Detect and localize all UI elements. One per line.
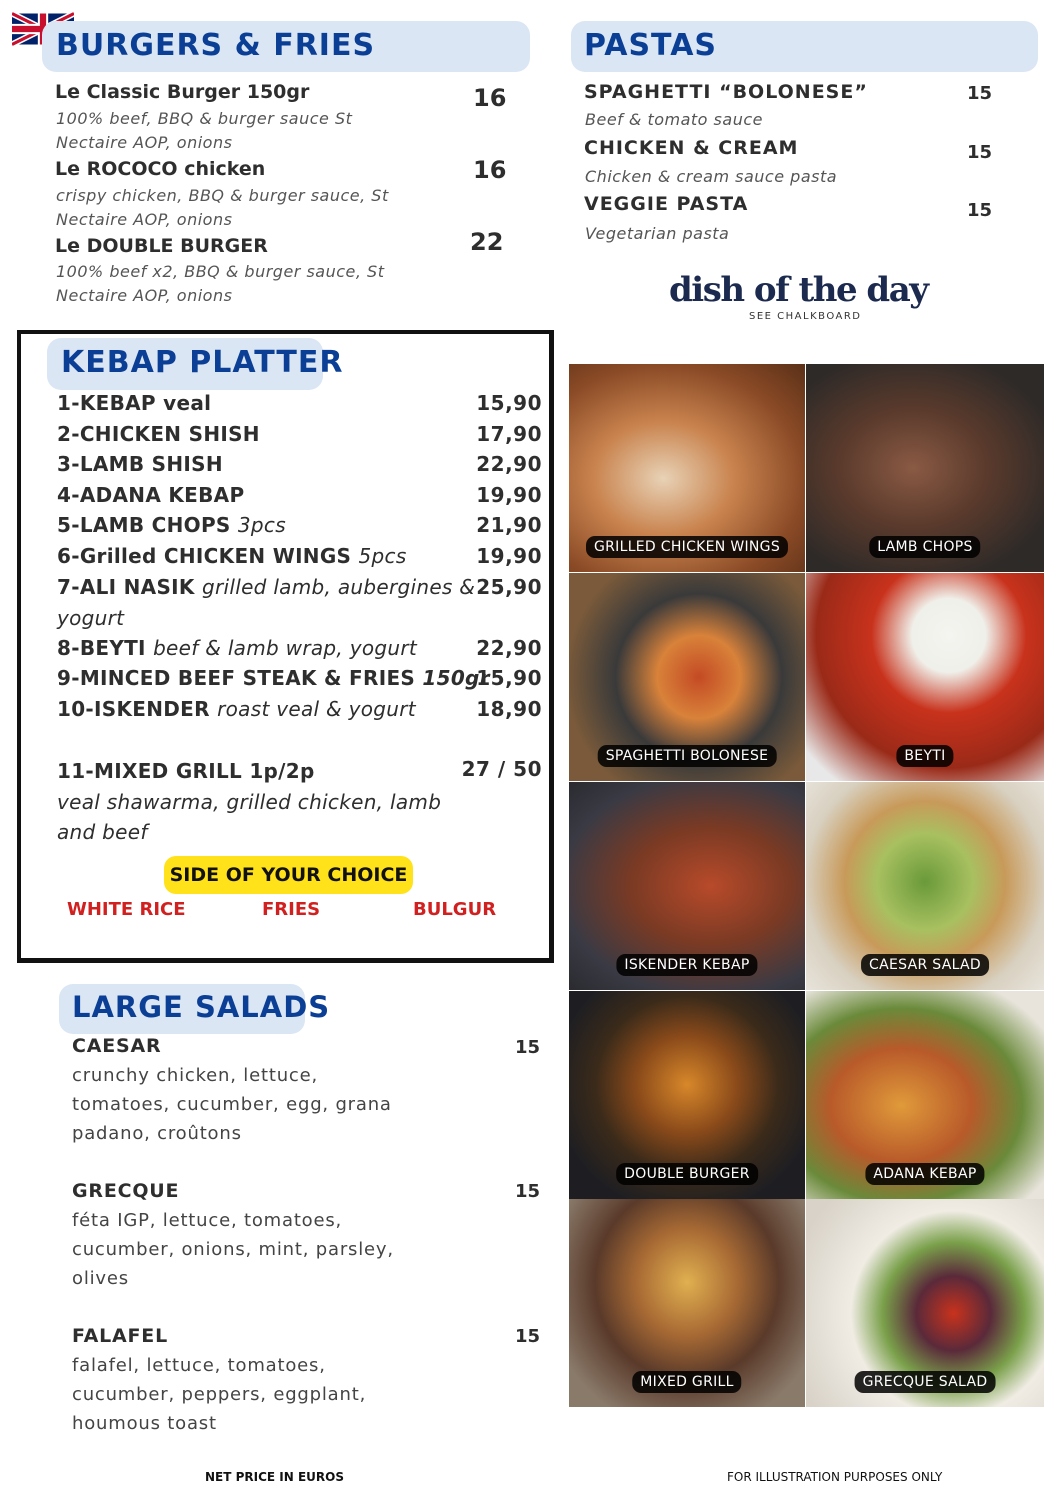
side-option-bulgur: BULGUR bbox=[413, 899, 497, 920]
pasta-item-2-price: 15 bbox=[967, 142, 993, 163]
kebap-item-8-name: 8-BEYTI bbox=[57, 636, 146, 660]
salad-item-2-line3: olives bbox=[72, 1268, 129, 1289]
kebap-item-4-price: 19,90 bbox=[476, 483, 542, 507]
photo-grilled-chicken-wings bbox=[569, 364, 805, 572]
kebap-item-10-name: 10-ISKENDER bbox=[57, 697, 210, 721]
photo-caption: BEYTI bbox=[896, 745, 953, 767]
burger-item-2-price: 16 bbox=[473, 156, 507, 184]
photo-iskender-kebap bbox=[569, 782, 805, 990]
photo-grecque-salad bbox=[806, 1199, 1044, 1407]
pasta-item-3-name: VEGGIE PASTA bbox=[584, 193, 749, 215]
salad-item-3-line1: falafel, lettuce, tomatoes, bbox=[72, 1355, 326, 1376]
kebap-item-2-price: 17,90 bbox=[476, 422, 542, 446]
kebap-item-7 bbox=[57, 575, 475, 599]
salad-item-3-line2: cucumber, peppers, eggplant, bbox=[72, 1384, 367, 1405]
burger-item-1-desc bbox=[56, 107, 352, 155]
salad-item-1-line2: tomatoes, cucumber, egg, grana bbox=[72, 1094, 392, 1115]
pasta-item-2-desc: Chicken & cream sauce pasta bbox=[585, 167, 838, 186]
pastas-title: PASTAS bbox=[584, 28, 718, 63]
kebap-item-4 bbox=[57, 483, 244, 507]
photo-lamb-chops bbox=[806, 364, 1044, 572]
salad-item-1-line1: crunchy chicken, lettuce, bbox=[72, 1065, 318, 1086]
kebap-item-3-name: 3-LAMB SHISH bbox=[57, 452, 223, 476]
kebap-item-7-note: grilled lamb, aubergines & bbox=[201, 575, 476, 599]
burger-item-2-desc bbox=[56, 184, 389, 232]
photo-adana-kebap bbox=[806, 991, 1044, 1199]
kebap-item-11-desc2: and beef bbox=[57, 820, 148, 844]
kebap-item-9-name: 9-MINCED BEEF STEAK & FRIES bbox=[57, 666, 416, 690]
kebap-item-1-price: 15,90 bbox=[476, 391, 542, 415]
kebap-item-7-note-line2 bbox=[57, 606, 124, 630]
kebap-item-10 bbox=[57, 697, 416, 721]
salad-item-3-price: 15 bbox=[515, 1326, 541, 1347]
kebap-item-6-name: 6-Grilled CHICKEN WINGS bbox=[57, 544, 352, 568]
side-choice-label: SIDE OF YOUR CHOICE bbox=[169, 864, 408, 886]
kebap-item-7-name: 7-ALI NASIK bbox=[57, 575, 195, 599]
burger-item-1-desc-line2: Nectaire AOP, onions bbox=[56, 133, 233, 152]
photo-spaghetti-bolonese bbox=[569, 573, 805, 781]
burger-item-2-name: Le ROCOCO chicken bbox=[55, 158, 266, 180]
kebap-item-4-name: 4-ADANA KEBAP bbox=[57, 483, 245, 507]
burger-item-3-price: 22 bbox=[470, 228, 504, 256]
kebap-item-10-price: 18,90 bbox=[476, 697, 542, 721]
kebap-item-11-name: 11-MIXED GRILL 1p/2p bbox=[57, 759, 315, 783]
salad-item-1-price: 15 bbox=[515, 1037, 541, 1058]
kebap-item-7-note2: yogurt bbox=[57, 606, 125, 630]
kebap-item-5-name: 5-LAMB CHOPS bbox=[57, 513, 231, 537]
kebap-item-5 bbox=[57, 513, 286, 537]
kebap-item-3-price: 22,90 bbox=[476, 452, 542, 476]
photo-caption: ADANA KEBAP bbox=[865, 1163, 984, 1185]
burger-item-3-desc-line2: Nectaire AOP, onions bbox=[56, 286, 233, 305]
photo-caption: GRILLED CHICKEN WINGS bbox=[586, 536, 788, 558]
kebap-item-9 bbox=[57, 666, 490, 690]
kebap-item-9-price: 15,90 bbox=[476, 666, 542, 690]
burgers-title: BURGERS & FRIES bbox=[56, 28, 376, 63]
kebap-item-1 bbox=[57, 391, 211, 415]
salad-item-2-line1: féta IGP, lettuce, tomatoes, bbox=[72, 1210, 343, 1231]
burger-item-3-name: Le DOUBLE BURGER bbox=[55, 235, 268, 257]
kebap-item-9-note: 150gr bbox=[422, 666, 490, 690]
pasta-item-2-name: CHICKEN & CREAM bbox=[584, 137, 799, 159]
photo-caption: CAESAR SALAD bbox=[861, 954, 989, 976]
dish-of-the-day-title: dish of the day bbox=[669, 270, 928, 310]
burger-item-2-desc-line2: Nectaire AOP, onions bbox=[56, 210, 233, 229]
side-option-rice: WHITE RICE bbox=[67, 899, 186, 920]
kebap-item-2 bbox=[57, 422, 260, 446]
salads-title: LARGE SALADS bbox=[72, 990, 331, 1024]
salad-item-3-name: FALAFEL bbox=[72, 1325, 168, 1347]
photo-caption: MIXED GRILL bbox=[632, 1371, 741, 1393]
kebap-item-6-price: 19,90 bbox=[476, 544, 542, 568]
kebap-item-11-desc1: veal shawarma, grilled chicken, lamb bbox=[57, 790, 442, 814]
kebap-item-8-price: 22,90 bbox=[476, 636, 542, 660]
salad-item-2-price: 15 bbox=[515, 1181, 541, 1202]
kebap-item-7-price: 25,90 bbox=[476, 575, 542, 599]
photo-caption: ISKENDER KEBAP bbox=[616, 954, 757, 976]
footer-illustration-note: FOR ILLUSTRATION PURPOSES ONLY bbox=[727, 1470, 943, 1484]
pasta-item-3-desc: Vegetarian pasta bbox=[585, 224, 730, 243]
kebap-item-11-price: 27 / 50 bbox=[461, 757, 542, 781]
photo-beyti bbox=[806, 573, 1044, 781]
kebap-item-3 bbox=[57, 452, 223, 476]
pasta-item-1-desc: Beef & tomato sauce bbox=[585, 110, 763, 129]
kebap-item-11-desc-line1 bbox=[57, 790, 441, 814]
burger-item-3-desc bbox=[56, 260, 384, 308]
burger-item-2-desc-line1: crispy chicken, BBQ & burger sauce, St bbox=[56, 186, 389, 205]
photo-caption: DOUBLE BURGER bbox=[616, 1163, 758, 1185]
kebap-item-6 bbox=[57, 544, 407, 568]
salad-item-2-desc bbox=[72, 1206, 402, 1293]
salad-item-1-line3: padano, croûtons bbox=[72, 1123, 242, 1144]
burger-item-1-desc-line1: 100% beef, BBQ & burger sauce St bbox=[56, 109, 353, 128]
kebap-item-10-note: roast veal & yogurt bbox=[217, 697, 416, 721]
salad-item-2-line2: cucumber, onions, mint, parsley, bbox=[72, 1239, 394, 1260]
photo-caption: GRECQUE SALAD bbox=[855, 1371, 996, 1393]
kebap-item-8-note: beef & lamb wrap, yogurt bbox=[153, 636, 418, 660]
dish-of-the-day-subtitle: SEE CHALKBOARD bbox=[749, 311, 862, 322]
pasta-item-3-price: 15 bbox=[967, 200, 993, 221]
burger-item-1-name: Le Classic Burger 150gr bbox=[55, 81, 310, 103]
salad-item-1-desc bbox=[72, 1061, 402, 1148]
photo-double-burger bbox=[569, 991, 805, 1199]
kebap-item-2-name: 2-CHICKEN SHISH bbox=[57, 422, 260, 446]
photo-caption: SPAGHETTI BOLONESE bbox=[598, 745, 777, 767]
salad-item-1-name: CAESAR bbox=[72, 1035, 162, 1057]
footer-net-price: NET PRICE IN EUROS bbox=[205, 1470, 344, 1484]
photo-caesar-salad bbox=[806, 782, 1044, 990]
salad-item-3-line3: houmous toast bbox=[72, 1413, 217, 1434]
burger-item-3-desc-line1: 100% beef x2, BBQ & burger sauce, St bbox=[56, 262, 385, 281]
kebap-item-5-price: 21,90 bbox=[476, 513, 542, 537]
kebap-item-5-note: 3pcs bbox=[237, 513, 286, 537]
salad-item-2-name: GRECQUE bbox=[72, 1180, 180, 1202]
kebap-item-11-desc-line2 bbox=[57, 820, 148, 844]
salad-item-3-desc bbox=[72, 1351, 402, 1438]
pasta-item-1-name: SPAGHETTI “BOLONESE” bbox=[584, 81, 868, 103]
photo-mixed-grill bbox=[569, 1199, 805, 1407]
burger-item-1-price: 16 bbox=[473, 84, 507, 112]
photo-caption: LAMB CHOPS bbox=[869, 536, 980, 558]
side-option-fries: FRIES bbox=[262, 899, 321, 920]
kebap-item-1-name: 1-KEBAP veal bbox=[57, 391, 212, 415]
kebap-title: KEBAP PLATTER bbox=[61, 345, 344, 380]
kebap-item-6-note: 5pcs bbox=[358, 544, 407, 568]
pasta-item-1-price: 15 bbox=[967, 83, 993, 104]
kebap-item-8 bbox=[57, 636, 417, 660]
